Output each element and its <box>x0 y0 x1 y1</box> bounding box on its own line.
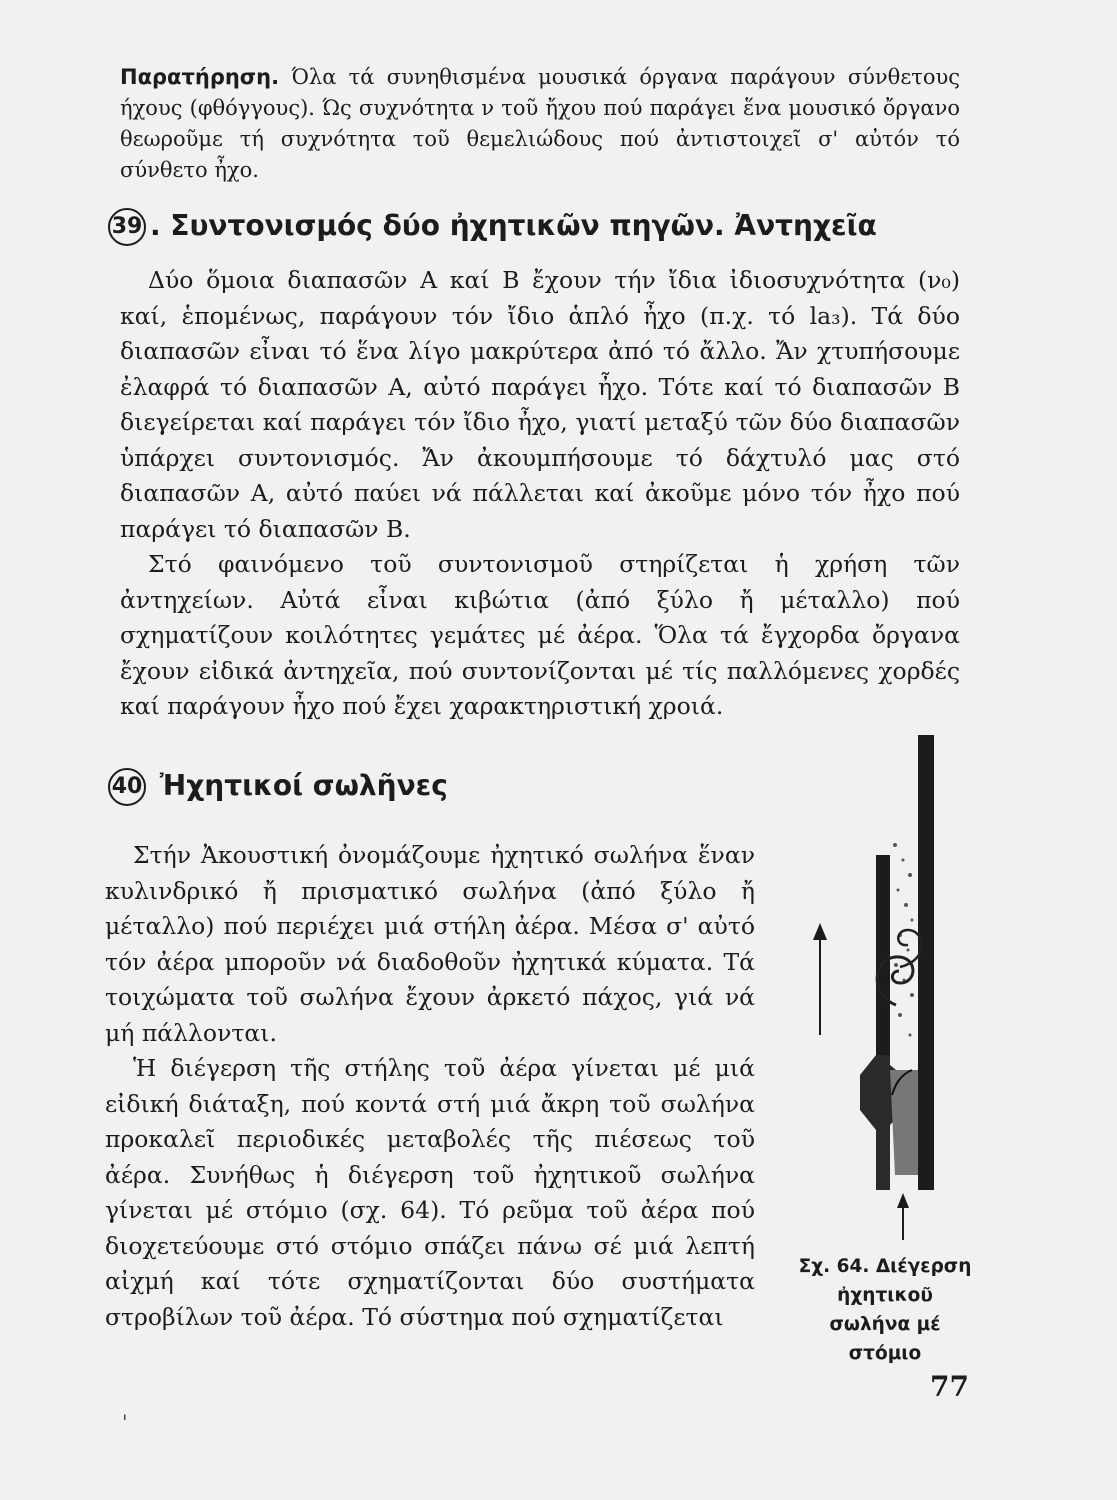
organ-pipe-figure <box>800 735 980 1245</box>
section-40-number: 40 <box>108 768 146 806</box>
section-39-body <box>120 263 960 725</box>
section-40-paragraph: Στήν Ἀκουστική ὀνομάζουμε ἠχητικό σωλήνα ἕναν κυλινδρικό ἤ πρισματικό σωλήνα (ἀπό ξύλο ἤ μέταλλο) πού περιέχει μιά στήλη ἀέρα. Μέσα σ' αὐτό τόν ἀέρα μποροῦν νά διαδοθοῦν ἠχητικά κύματα. Τά τοιχώματα τοῦ σωλήνα ἔχουν ἀρκετό πάχος, γιά νά μή πάλλονται. <box>105 841 755 1047</box>
stray-mark: ' <box>122 1410 128 1434</box>
section-40-heading <box>108 768 448 806</box>
section-40-body <box>105 838 755 1335</box>
section-39-paragraph: Δύο ὅμοια διαπασῶν Α καί Β ἔχουν τήν ἴδια ἰδιοσυχνότητα (ν₀) καί, ἑπομένως, παράγουν τόν ἴδιο ἁπλό ἦχο (π.χ. τό la₃). Τά δύο διαπασῶν εἶναι τό ἕνα λίγο μακρύτερα ἀπό τό ἄλλο. Ἄν χτυπήσουμε ἐλαφρά τό διαπασῶν Α, αὐτό παράγει ἦχο. Τότε καί τό διαπασῶν Β διεγείρεται καί παράγει τόν ἴδιο ἦχο, γιατί μεταξύ τῶν δύο διαπασῶν ὑπάρχει συντονισμός. Ἄν ἀκουμπήσουμε τό δάχτυλό μας στό διαπασῶν Α, αὐτό παύει νά πάλλεται καί ἀκοῦμε μόνο τόν ἦχο πού παράγει τό διαπασῶν Β. <box>120 266 960 543</box>
remark-label: Παρατήρηση. <box>120 65 280 89</box>
section-39-paragraph: Στό φαινόμενο τοῦ συντονισμοῦ στηρίζεται ἡ χρήση τῶν ἀντηχείων. Αὐτά εἶναι κιβώτια (ἀπό ξύλο ἤ μέταλλο) πού σχηματίζουν κοιλότητες γεμάτες μέ ἀέρα. Ὅλα τά ἔγχορδα ὄργανα ἔχουν εἰδικά ἀντηχεῖα, πού συντονίζονται μέ τίς παλλόμενες χορδές καί παράγουν ἦχο πού ἔχει χαρακτηριστική χροιά. <box>120 550 960 720</box>
page-number: 77 <box>930 1370 969 1403</box>
section-39-number: 39 <box>108 208 146 246</box>
section-39-title: . Συντονισμός δύο ἠχητικῶν πηγῶν. Ἀντηχεῖα <box>150 209 877 242</box>
section-39-heading <box>108 208 877 246</box>
remark-text: Όλα τά συνηθισμένα μουσικά όργανα παράγουν σύνθετους ήχους (φθόγγους). Ώς συχνότητα ν τοῦ ἤχου πού παράγει ἕνα μουσικό ὄργανο θεωροῦμε τή συχνότητα τοῦ θεμελιώδους πού ἀντιστοιχεῖ σ' αὐτόν τό σύνθετο ἦχο. <box>120 65 960 182</box>
figure-64-caption: Σχ. 64. Διέγερση ἠχητικοῦ σωλήνα μέ στόμιο <box>798 1256 972 1364</box>
section-40-title: Ἠχητικοί σωλῆνες <box>150 769 448 802</box>
remark-paragraph <box>120 62 960 186</box>
section-40-paragraph: Ἡ διέγερση τῆς στήλης τοῦ ἀέρα γίνεται μέ μιά εἰδική διάταξη, πού κοντά στή μιά ἄκρη τοῦ σωλήνα προκαλεῖ περιοδικές μεταβολές τῆς πιέσεως τοῦ ἀέρα. Συνήθως ἡ διέγερση τοῦ ἠχητικοῦ σωλήνα γίνεται μέ στόμιο (σχ. 64). Τό ρεῦμα τοῦ ἀέρα πού διοχετεύουμε στό στόμιο σπάζει πάνω σέ μιά λεπτή αἰχμή καί τότε σχηματίζονται δύο συστήματα στροβίλων τοῦ ἀέρα. Τό σύστημα πού σχηματίζεται <box>105 1054 755 1331</box>
